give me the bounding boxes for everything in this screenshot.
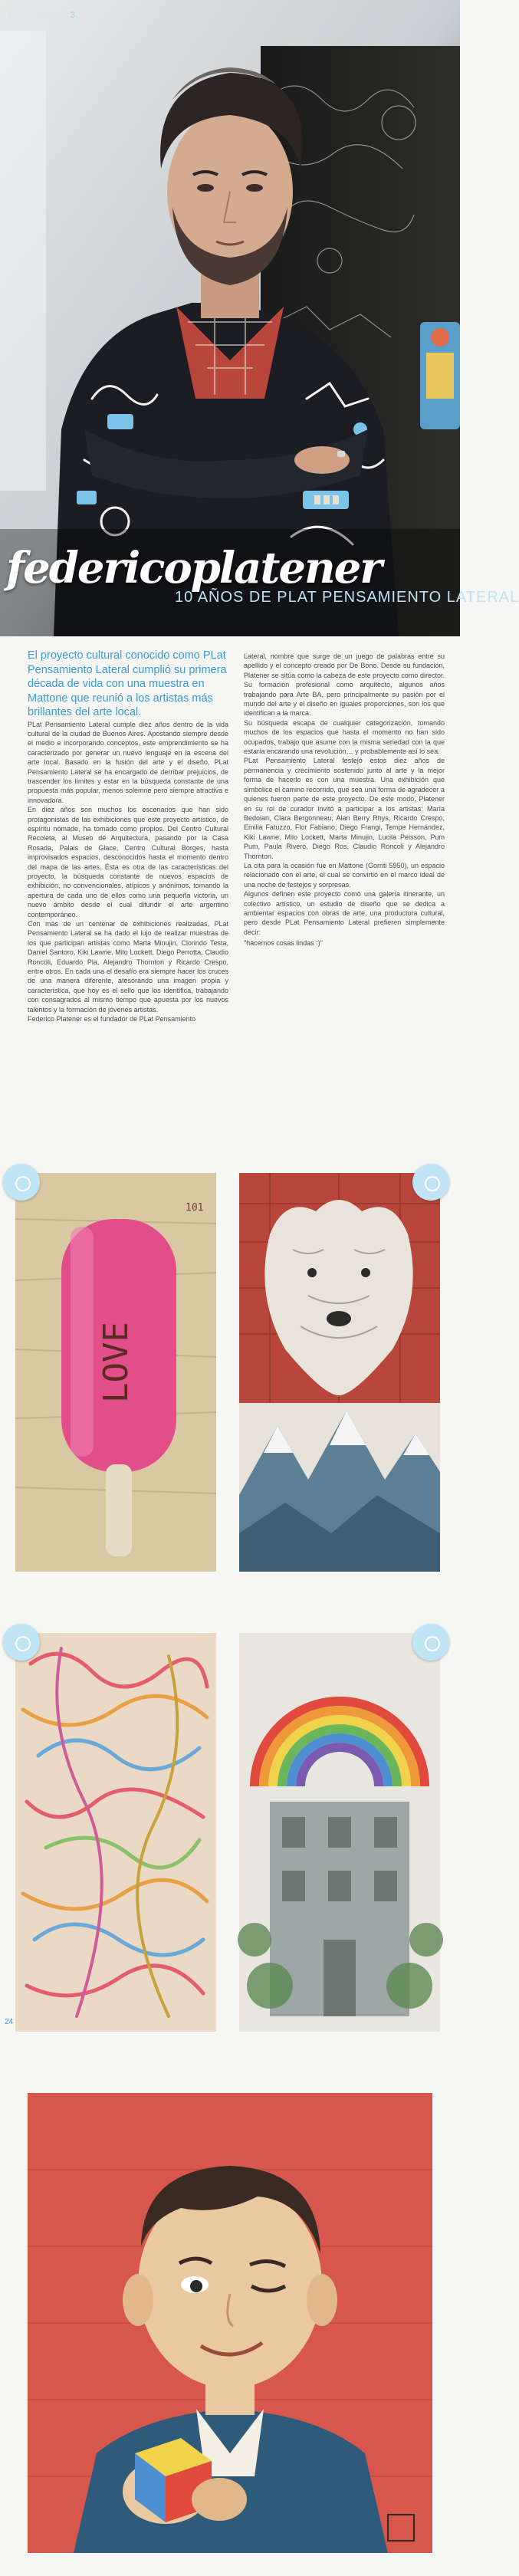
section-label: REVIEW | 24 <box>8 11 66 20</box>
hero-illustration <box>0 0 460 636</box>
article-paragraph: PLat Pensamiento Lateral cumple diez años dentro de la vida cultural de la ciudad de Buenos Aires. Apostando siempre desde el medio e incorporando conceptos, este emprendimiento se ha caracterizado por generar un nuevo lenguaje en la escena del arte local. Basado en la fusión del arte y el diseño, PLat Pensamiento Lateral se ha encargado de derribar prejuicios, de trascender los límites y estar en la búsqueda constante de una propuesta más popular, menos solemne pero siempre atractiva e innovadora. <box>28 720 228 804</box>
article-column-left <box>28 649 228 1024</box>
article-column-right <box>244 652 445 948</box>
hero-photo <box>0 0 519 636</box>
article-paragraph: Lateral, nombre que surge de un juego de palabras entre su apellido y el concepto creado por De Bono. Desde su fundación, Platener se sitúa como la cabeza de este proyecto como director. Su formación profesional como arquitecto, algunos años trabajando para Arte BA, pero principalmente su pasión por el mundo del arte y el diseño en iguales proporciones, son los que identifican a la marca. <box>244 652 445 718</box>
artwork-bear <box>239 1173 440 1572</box>
article-quote: "hacemos cosas lindas :)" <box>244 939 323 948</box>
hero-name: federicoplatener <box>6 543 381 593</box>
article-paragraph: PLat Pensamiento Lateral festejó estos diez años de permanencia y crecimiento sostenido junto al arte y la mejor forma de hacerlo es con una muestra. Una exhibición que simbolice el camino recorrido, que sea una forma de agradecer a quienes fueron parte de este proyecto. De este modo, Platener en su rol de curador invitó a participar a los artistas: María Bedoian, Clara Bergonneau, Alan Berry Rhys, Ricardo Crespo, Emilia Fatuzzo, Flor Fabiano, Diego Frangi, Tempe Hernández, Kiki Lawrie, Milo Lockett, Marta Minujin, Lucila Peisson, Pum Pum, Paula Rivero, Diego Ros, Claudio Roncoli y Alejandro Thornton. <box>244 757 445 860</box>
section-number: 3 <box>70 11 76 20</box>
pin-icon <box>412 1164 449 1201</box>
popsicle-number: 101 <box>186 1202 204 1214</box>
artwork-rainbow <box>239 1633 440 2032</box>
pin-icon <box>412 1624 449 1661</box>
article-paragraph: Federico Platener es el fundador de PLat Pensamiento <box>28 1015 196 1024</box>
rainbow-illustration <box>239 1633 440 2032</box>
pin-icon <box>3 1624 40 1661</box>
article-paragraph: En diez años son muchos los escenarios que han sido protagonistas de las exhibiciones que este proyecto artístico, de espíritu nómade, ha tomado como propios. Del Centro Cultural Recoleta, al Museo de Arquitectura, pasando por la Casa Rosada, Palais de Glace, Centro Cultural Borges, hasta improvisados espacios, desconocidos hasta el momento dentro del mapa de las artes. Ésta es otra de las características del proyecto, la búsqueda constante de nuevos espacios de exhibición, no convencionales, atípicos y anónimos, tomando la apertura de cada uno de ellos como una pequeña victoria, un nuevo ámbito desde el cual difundir el arte argentino contemporáneo. <box>28 806 228 918</box>
article <box>0 636 460 1142</box>
article-lead: El proyecto cultural conocido como PLat Pensamiento Lateral cumplió su primera década de vida con una muestra en Mattone que reunió a los artistas más brillantes del arte local. <box>28 649 227 718</box>
article-paragraph: Con más de un centenar de exhibiciones realizadas, PLat Pensamiento Lateral se ha dado el lujo de realizar muestras de los que participan artistas como Marta Minujin, Clorindo Testa, Daniel Santoro, Kiki Lawrie, Milo Lockett, Diego Perrotta, Claudio Roncoli, Eduardo Pla, Alejandro Thornton y Ricardo Crespo, entre otros. En cada una el desafío era siempre hacer los cruces de una manera diferente, atesorando una imagen propia y característica, que hoy es el sello que los identifica, trabajando con consagrados al mismo tiempo que apuesta por los nuevos talentos y la formación de jóvenes artistas. <box>28 920 228 1014</box>
scribble-illustration <box>15 1633 216 2032</box>
artwork-boy-poster <box>28 2093 432 2553</box>
boy-illustration <box>28 2093 432 2553</box>
article-paragraph: Algunos definen este proyecto como una galería itinerante, un colectivo artístico, un estudio de diseño que se dedica a ambientar espacios con obras de arte, una productora cultural, pero desde PLat Pensamiento Lateral prefieren simplemente decir: <box>244 890 445 936</box>
article-paragraph: Su búsqueda escapa de cualquier categorización, tomando muchos de los espacios que hasta el momento no han sido ocupados, trabajo que asume con la misma seriedad con la que estaría encarando una revolución… y probablemente así lo sea. <box>244 718 445 756</box>
page-number: 24 <box>5 2018 14 2026</box>
artwork-popsicle <box>15 1173 216 1572</box>
popsicle-word: LOVE <box>97 1322 136 1403</box>
hero-subtitle: 10 AÑOS DE PLAT PENSAMIENTO LATERAL <box>175 589 519 606</box>
pin-icon <box>3 1164 40 1201</box>
bear-illustration <box>239 1173 440 1572</box>
section-tag <box>8 11 76 20</box>
article-paragraph: La cita para la ocasión fue en Mattone (Gorriti 5950), un espacio relacionado con el arte, el cual se convirtió en el marco ideal de una noche de festejos y sorpresas. <box>244 861 445 889</box>
artwork-scribble <box>15 1633 216 2032</box>
